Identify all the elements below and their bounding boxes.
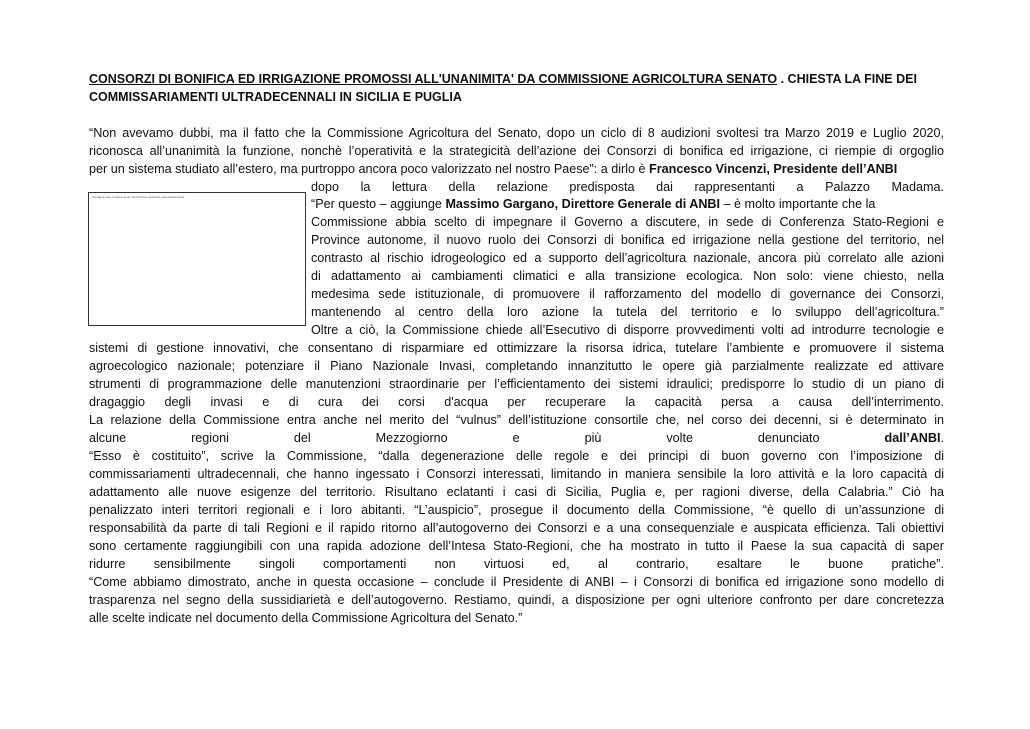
p2-line-7: mantenendo al centro della loro azione la tutela del territorio e lo sviluppo dell’agricoltura.” [311, 305, 944, 319]
p5-line-4: penalizzato interi territori regionali e i loro abitanti. “L’auspicio”, prosegue il documento della Commissione, “è quello di un’assunzione di [89, 503, 944, 517]
p2-line-1-c: – è molto importante che la [720, 197, 876, 211]
p1-line-4: dopo la lettura della relazione predisposta dai rappresentanti a Palazzo Madama. [311, 180, 944, 194]
image-caption: Immagine che contiene testo. Descrizione generata automaticamente [92, 195, 185, 199]
title-line-1 [89, 70, 944, 88]
p2-line-6: medesima sede istituzionale, di promuovere il rafforzamento del modello di governance dei Consorzi, [311, 287, 944, 301]
p2-line-3: Province autonome, il nuovo ruolo dei Consorzi di bonifica ed irrigazione nella gestione del territorio, nel [311, 233, 944, 247]
p2-line-5: di adattamento ai cambiamenti climatici e alla transizione ecologica. Non solo: viene chiesto, nella [311, 269, 944, 283]
title-rest: . CHIESTA LA FINE DEI [777, 72, 917, 86]
p3-line-2: sistemi di gestione innovativi, che consentano di risparmiare ed ottimizzare la risorsa idrica, tutelare l’ambiente e promuovere il sistema [89, 341, 944, 355]
p1-line-2: riconosca all’unanimità la funzione, nonchè l’operatività e la strategicità dell’azione dei Consorzi di bonifica ed irrigazione, ci riempie di orgoglio [89, 144, 944, 158]
p5-line-1: “Esso è costituito”, scrive la Commissione, “dalla degenerazione delle regole e dei principi di buon governo con l’imposizione di [89, 449, 944, 463]
p3-line-3: agroecologico nazionale; potenziare il Piano Nazionale Invasi, completando innanzitutto le opere già parzialmente realizzate ed attivare [89, 359, 944, 373]
document-title [89, 70, 944, 106]
p5-line-6: sono certamente raggiungibili con una rapida adozione dell’Intesa Stato-Regioni, che ha mostrato in tutto il Paese la sua capacità di saper [89, 539, 944, 553]
p2-director-name: Massimo Gargano, Direttore Generale di ANBI [445, 197, 721, 211]
p3-line-4: strumenti di programmazione delle manutenzioni straordinarie per l’efficientamento dei sistemi idraulici; predisporre lo studio di un piano di [89, 377, 944, 391]
p5-line-3: adattamento alle nuove esigenze del territorio. Risultano eclatanti i casi di Sicilia, Puglia e, per ragioni diverse, della Calabria.” Ciò ha [89, 485, 944, 499]
p5-line-7: ridurre sensibilmente singoli comportamenti non virtuosi ed, al contrario, esaltare le buone pratiche”. [89, 557, 944, 571]
p4-anbi: dall’ANBI [884, 431, 941, 445]
p6-line-3: alle scelte indicate nel documento della Commissione Agricoltura del Senato.” [89, 611, 523, 625]
p6-line-1: “Come abbiamo dimostrato, anche in questa occasione – conclude il Presidente di ANBI – i Consorzi di bonifica ed irrigazione sono modello di [89, 575, 944, 589]
p4-line-1: La relazione della Commissione entra anche nel merito del “vulnus” dell’istituzione consortile che, nel corso dei decenni, si è determinato in [89, 413, 944, 427]
p6-line-2: trasparenza nel segno della sussidiarietà e dell’autogoverno. Restiamo, quindi, a disposizione per ogni ulteriore confronto per dare concretezza [89, 593, 944, 607]
p4-line-2-c: . [940, 431, 944, 445]
p4-line-2-a: alcune regioni del Mezzogiorno e più volte denunciato [89, 431, 885, 445]
p2-line-1-a: “Per questo – aggiunge [311, 197, 446, 211]
p1-president-name: Francesco Vincenzi, Presidente dell’ANBI [649, 162, 898, 176]
p4-line-2 [89, 430, 944, 447]
p1-line-1: “Non avevamo dubbi, ma il fatto che la Commissione Agricoltura del Senato, dopo un ciclo di 8 audizioni svoltesi tra Marzo 2019 e Luglio 2020, [89, 126, 944, 140]
title-underlined: CONSORZI DI BONIFICA ED IRRIGAZIONE PROMOSSI ALL'UNANIMITA' DA COMMISSIONE AGRICOLTURA SENATO [89, 72, 778, 86]
p3-line-1: Oltre a ciò, la Commissione chiede all’Esecutivo di disporre provvedimenti volti ad introdurre tecnologie e [311, 323, 944, 337]
p5-line-2: commissariamenti ultradecennali, che hanno ingessato i Consorzi interessati, limitando in maniera sensibile la loro attività e la loro capacità di [89, 467, 944, 481]
p3-line-5: dragaggio degli invasi e di cura dei corsi d'acqua per recuperare la capacità persa a causa dell’interrimento. [89, 395, 944, 409]
embedded-image [88, 192, 306, 326]
p2-line-1 [311, 196, 944, 213]
p2-line-4: contrasto al rischio idrogeologico ed a supporto dell’agricoltura nazionale, ancora più correlato alle azioni [311, 251, 944, 265]
p2-line-2: Commissione abbia scelto di impegnare il Governo a discutere, in sede di Conferenza Stato-Regioni e [311, 215, 944, 229]
title-line-2: COMMISSARIAMENTI ULTRADECENNALI IN SICILIA E PUGLIA [89, 90, 462, 104]
p5-line-5: responsabilità da parte di tali Regioni e il rapido ritorno all’autogoverno dei Consorzi e a una consequenziale e auspicata efficienza. Tali obiettivi [89, 521, 944, 535]
p1-line-3 [89, 161, 944, 178]
p1-line-3-text: per un sistema studiato all’estero, ma purtroppo ancora poco valorizzato nel nostro Paese”: a dirlo è [89, 162, 650, 176]
